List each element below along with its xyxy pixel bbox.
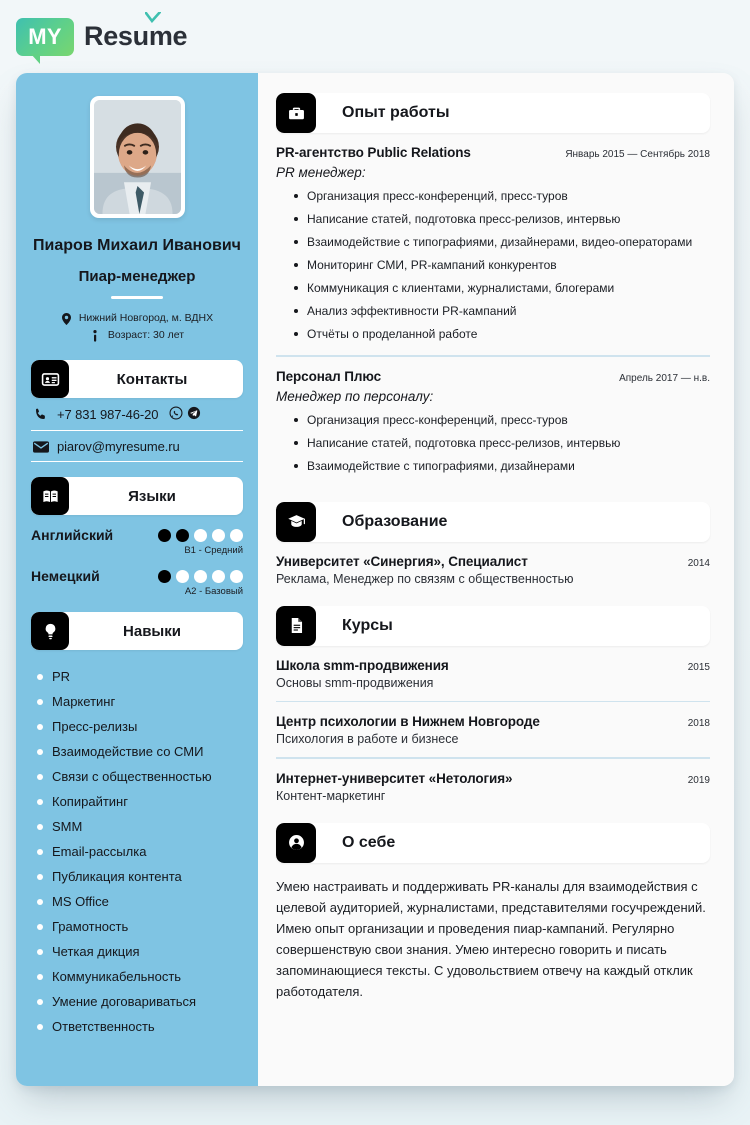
bullet-icon xyxy=(37,749,43,755)
experience-duties xyxy=(276,189,710,350)
section-header-experience-title: Опыт работы xyxy=(342,104,450,121)
telegram-icon[interactable] xyxy=(187,406,201,423)
meta-row-location xyxy=(31,310,243,328)
graduation-cap-icon xyxy=(276,502,316,542)
contact-phone-apps xyxy=(169,406,201,423)
about-text: Умею настраивать и поддерживать PR-каналы для взаимодействия с целевой аудиторией, журналистами, представителями госучреждений. Имею опыт организации и проведения пиар-кампаний. Регулярно совершенствую свои знания. Умею интересно говорить и писать запоминающиеся тексты. С удовольствием отвечу на каждый отклик работодателя. xyxy=(276,878,706,1000)
duty-item: Организация пресс-конференций, пресс-туров xyxy=(294,189,710,212)
language-level: B1 - Средний xyxy=(184,545,243,557)
skill-label: Взаимодействие со СМИ xyxy=(52,744,204,760)
bullet-icon xyxy=(37,674,43,680)
language-item xyxy=(31,527,243,556)
experience-duties xyxy=(276,413,710,482)
course-org: Центр психологии в Нижнем Новгороде xyxy=(276,714,540,730)
sidebar-section-skills xyxy=(31,612,243,650)
duty-item: Коммуникация с клиентами, журналистами, блогерами xyxy=(294,281,710,304)
course-entry xyxy=(276,759,710,803)
course-entry xyxy=(276,702,710,759)
resume-sidebar xyxy=(16,73,258,1086)
languages-icon xyxy=(31,477,69,515)
experience-role: PR менеджер: xyxy=(276,165,366,180)
skill-item xyxy=(31,714,243,739)
brand-wordmark xyxy=(84,21,187,52)
lightbulb-icon xyxy=(31,612,69,650)
bullet-icon xyxy=(37,824,43,830)
contact-phone-value: +7 831 987-46-20 xyxy=(57,407,159,423)
id-card-icon xyxy=(31,360,69,398)
skill-item xyxy=(31,789,243,814)
envelope-icon xyxy=(33,441,49,453)
skill-item xyxy=(31,889,243,914)
contact-email-value: piarov@myresume.ru xyxy=(57,439,180,455)
sidebar-section-languages-title: Языки xyxy=(128,487,176,505)
duty-item: Написание статей, подготовка пресс-релизов, интервью xyxy=(294,436,710,459)
skill-label: Умение договариваться xyxy=(52,994,197,1010)
rating-dot xyxy=(212,570,225,583)
document-icon xyxy=(276,606,316,646)
info-icon xyxy=(90,330,101,342)
app-header xyxy=(0,0,750,73)
skill-label: Email-рассылка xyxy=(52,844,147,860)
bullet-icon xyxy=(37,1024,43,1030)
resume-document xyxy=(16,73,734,1086)
bullet-icon xyxy=(37,949,43,955)
experience-date: Апрель 2017 — н.в. xyxy=(619,372,710,384)
language-name: Английский xyxy=(31,527,114,544)
rating-dot xyxy=(176,570,189,583)
course-date: 2015 xyxy=(687,661,710,673)
course-sub: Основы smm-продвижения xyxy=(276,675,434,690)
user-circle-icon xyxy=(276,823,316,863)
phone-icon xyxy=(33,407,49,422)
experience-org: PR-агентство Public Relations xyxy=(276,145,471,160)
skill-label: Маркетинг xyxy=(52,694,116,710)
section-header-education-title: Образование xyxy=(342,512,448,530)
duty-item: Взаимодействие с типографиями, дизайнерами, видео-операторами xyxy=(294,235,710,258)
rating-dot xyxy=(230,570,243,583)
skill-label: Связи с общественностью xyxy=(52,769,212,785)
skill-item xyxy=(31,739,243,764)
education-org: Университет «Синергия», Специалист xyxy=(276,553,528,569)
section-header-education xyxy=(276,502,710,542)
skill-label: PR xyxy=(52,669,71,685)
avatar xyxy=(90,96,185,218)
experience-role: Менеджер по персоналу: xyxy=(276,388,434,404)
duty-item: Мониторинг СМИ, PR-кампаний конкурентов xyxy=(294,258,710,281)
duty-item: Анализ эффективности PR-кампаний xyxy=(294,304,710,327)
section-header-about xyxy=(276,823,710,863)
skill-item xyxy=(31,689,243,714)
course-sub: Контент-маркетинг xyxy=(276,788,386,803)
duty-item: Отчёты о проделанной работе xyxy=(294,327,710,350)
course-entry xyxy=(276,646,710,703)
skills-list xyxy=(31,664,243,1055)
section-header-courses xyxy=(276,606,710,646)
skill-label: Коммуникабельность xyxy=(52,969,182,985)
skill-item xyxy=(31,1014,243,1039)
profile-photo-illustration xyxy=(94,100,181,214)
duty-item: Организация пресс-конференций, пресс-туров xyxy=(294,413,710,436)
bullet-icon xyxy=(37,699,43,705)
skill-item xyxy=(31,864,243,889)
sidebar-section-contacts-title: Контакты xyxy=(116,370,188,388)
duty-item: Взаимодействие с типографиями, дизайнерами xyxy=(294,459,710,482)
meta-row-age xyxy=(31,327,243,345)
location-pin-icon xyxy=(61,313,72,325)
rating-dot xyxy=(176,529,189,542)
rating-dot xyxy=(158,529,171,542)
brand-word-text: Resume xyxy=(84,21,188,51)
course-org: Школа smm-продвижения xyxy=(276,657,449,673)
sidebar-section-languages xyxy=(31,477,243,515)
skill-item xyxy=(31,989,243,1014)
person-name: Пиаров Михаил Иванович xyxy=(33,237,241,254)
bullet-icon xyxy=(37,874,43,880)
meta-age-text: Возраст: 30 лет xyxy=(107,329,185,342)
experience-entry xyxy=(276,357,710,482)
brand-badge-text: MY xyxy=(28,23,62,49)
education-entry xyxy=(276,542,710,586)
rating-dot xyxy=(212,529,225,542)
skill-item xyxy=(31,914,243,939)
name-underline xyxy=(111,296,163,299)
person-role: Пиар-менеджер xyxy=(78,267,196,285)
education-date: 2014 xyxy=(687,557,710,569)
brand-badge xyxy=(16,18,74,56)
bullet-icon xyxy=(37,924,43,930)
skill-item xyxy=(31,939,243,964)
skill-label: Грамотность xyxy=(52,919,129,935)
skill-label: Пресс-релизы xyxy=(52,719,138,735)
language-level: A2 - Базовый xyxy=(184,586,243,598)
education-sub: Реклама, Менеджер по связям с общественностью xyxy=(276,571,574,586)
bullet-icon xyxy=(37,999,43,1005)
profile-photo xyxy=(94,100,181,214)
contact-email[interactable] xyxy=(31,431,243,462)
course-date: 2019 xyxy=(687,774,710,786)
skill-item xyxy=(31,964,243,989)
section-header-about-title: О себе xyxy=(342,833,396,851)
bullet-icon xyxy=(37,974,43,980)
experience-entry xyxy=(276,133,710,357)
duty-item: Написание статей, подготовка пресс-релизов, интервью xyxy=(294,212,710,235)
sidebar-section-contacts xyxy=(31,360,243,398)
course-org: Интернет-университет «Нетология» xyxy=(276,770,513,786)
bullet-icon xyxy=(37,799,43,805)
bullet-icon xyxy=(37,849,43,855)
rating-dot xyxy=(158,570,171,583)
language-name: Немецкий xyxy=(31,568,100,585)
briefcase-icon xyxy=(276,93,316,133)
bullet-icon xyxy=(37,724,43,730)
section-header-courses-title: Курсы xyxy=(342,616,393,634)
section-header-experience xyxy=(276,93,710,133)
skill-label: Ответственность xyxy=(52,1019,155,1035)
skill-label: Четкая дикция xyxy=(52,944,140,960)
course-date: 2018 xyxy=(687,718,710,730)
resume-main xyxy=(258,73,734,1086)
rating-dot xyxy=(230,529,243,542)
contact-phone[interactable] xyxy=(31,398,243,431)
language-item xyxy=(31,568,243,597)
skill-item xyxy=(31,814,243,839)
skill-item xyxy=(31,839,243,864)
language-rating-dots xyxy=(158,529,243,542)
experience-org: Персонал Плюс xyxy=(276,368,382,384)
brand-logo[interactable] xyxy=(16,18,187,56)
skill-label: SMM xyxy=(52,819,83,835)
whatsapp-icon[interactable] xyxy=(169,406,183,423)
check-icon xyxy=(145,12,161,23)
bullet-icon xyxy=(37,899,43,905)
skill-label: Публикация контента xyxy=(52,869,182,885)
language-rating-dots xyxy=(158,570,243,583)
skill-label: MS Office xyxy=(52,894,109,910)
skill-item xyxy=(31,764,243,789)
course-sub: Психология в работе и бизнесе xyxy=(276,732,459,747)
skill-item xyxy=(31,664,243,689)
skill-label: Копирайтинг xyxy=(52,794,128,810)
rating-dot xyxy=(194,529,207,542)
sidebar-section-skills-title: Навыки xyxy=(123,622,181,640)
experience-date: Январь 2015 — Сентябрь 2018 xyxy=(565,149,710,160)
rating-dot xyxy=(194,570,207,583)
meta-location-text: Нижний Новгород, м. ВДНХ xyxy=(78,311,214,324)
person-meta xyxy=(31,310,243,346)
bullet-icon xyxy=(37,774,43,780)
